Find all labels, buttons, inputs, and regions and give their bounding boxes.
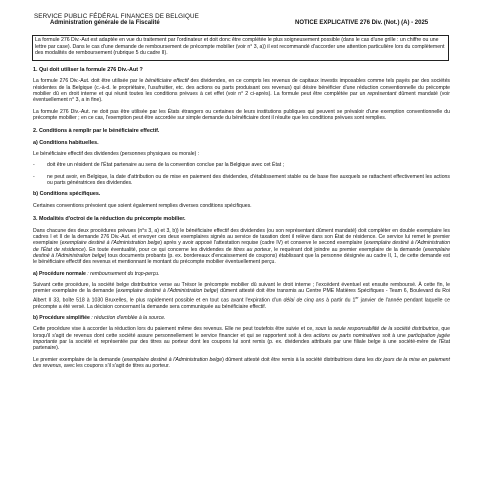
section-2-heading: 2. Conditions à remplir par le bénéficiaire effectif. bbox=[33, 128, 160, 135]
document-body bbox=[33, 67, 450, 369]
section-2a-text: Le bénéficiaire effectif des dividendes (personnes physiques ou morale) : bbox=[33, 151, 200, 158]
notice-title: NOTICE EXPLICATIVE 276 Div. (Not.) (A) - 2025 bbox=[295, 20, 429, 26]
intro-box: La formule 276 Div.-Aut est adaptée en vue du traitement par l'ordinateur et doit donc être complétée le plus soigneusement possible (dans le cas d'une grille : un chiffre ou une lettre par case). Dans le cas d'une demande de remboursement de précompte mobilier (voir n° 3, a)) il est recommandé d'accorder une attention particulière lors du complètement des modalités de remboursement (rubrique 5 du cadre II). bbox=[32, 35, 449, 61]
section-3b-paragraph-1: Cette procédure vise à accorder la réduction lors du paiement même des revenus. Elle ne peut toutefois être suivie et ce, sous la seule responsabilité de la société distributrice, que lorsqu'il s'agit de revenus dont cette société assure personnellement le service financier et qui se rapportent soit à des actions ou parts nominatives soit à une participation jugée importante par la société et représentée par des titres au porteur dont les coupons lui sont remis (p. ex. dividendes attribués par une filiale belge à une société-mère de l'État partenaire). bbox=[33, 326, 450, 352]
ministry-name: SERVICE PUBLIC FÉDÉRAL FINANCES DE BELGIQUE bbox=[34, 13, 199, 20]
section-2b-text: Certaines conventions prévoient que soient également remplies diverses conditions spécifiques. bbox=[33, 202, 252, 209]
section-3b-heading: b) Procédure simplifiée : réduction d'emblée à la source. bbox=[33, 315, 166, 321]
section-1-paragraph-1: La formule 276 Div.-Aut. doit être utilisée par le bénéficiaire effectif des dividendes, en ce compris les revenus de capitaux investis imposables comme tels payés par des sociétés résidentes de la Belgique (c.-à-d. le propriétaire, l'usufruitier, etc. des actions ou parts produisant ces revenus) qui désire bénéficier d'une réduction conventionnelle du précompte mobilier dû en droit interne et qui réunit toutes les conditions prévues à cet effet (voir n° 2 ci-après). La formule peut être complétée par un représentant dûment mandaté (voir éventuellement n° 3, a in fine). bbox=[33, 78, 450, 104]
section-3a-heading: a) Procédure normale : remboursement du trop-perçu. bbox=[33, 270, 160, 277]
section-3-paragraph: Dans chacune des deux procédures prévues (n°s 3, a) et 3, b)) le bénéficiaire effectif des dividendes (ou son représentant dûment mandaté) doit compléter en double exemplaire les cadres I et II de la demande 276 Div.-Aut. et envoyer ces deux exemplaires signés au service de taxation dont il relève dans son État de résidence. Ce service lui remet le premier exemplaire (exemplaire destiné à l'Administration belge) après y avoir apposé l'attestation requise (cadre IV) et conserve le second exemplaire (exemplaire destiné à l'Administration de l'État de résidence). En toute éventualité, pour ce qui concerne les dividendes de titres au porteur, le requérant doit joindre au premier exemplaire de la demande (exemplaire destiné à l'Administration belge) tous documents probants (p. ex. bordereaux d'encaissement de coupons) établissant que la personne désignée au cadre II, 1, de cette demande est le bénéficiaire effectif des revenus et mentionnant le montant du précompte mobilier éventuellement perçu. bbox=[33, 227, 450, 266]
section-3b-paragraph-2: Le premier exemplaire de la demande (exemplaire destiné à l'Administration belge) dûment attesté doit être remis à la société distributrices dans les dix jours de la mise en paiement des revenus, avec les coupons s'il s'agit de titres au porteur. bbox=[33, 356, 450, 370]
section-3-heading: 3. Modalités d'octroi de la réduction du précompte mobilier. bbox=[33, 216, 186, 223]
section-3a-paragraph: Suivant cette procédure, la société belge distributrice verse au Trésor le précompte mobilier dû suivant le droit interne ; l'excédent éventuel est ensuite remboursé. À cette fin, le premier exemplaire de la demande (exemplaire destiné à l'Administration belge) dûment attesté doit être transmis au Centre PME Matières Spécifiques - Team 6, Boulevard du Roi Albert II 33, boîte 518 à 1030 Bruxelles, le plus rapidement possible et en tout cas avant l'expiration d'un délai de cinq ans à partir du 1er janvier de l'année pendant laquelle ce précompte a été versé. La décision concernant la demande sera communiquée au bénéficiaire effectif. bbox=[33, 281, 450, 310]
list-item: - ne peut avoir, en Belgique, la date d'attribution ou de mise en paiement des dividendes, d'établissement stable ou de base fixe auxquels se rattachent effectivement les actions ou parts génératrices des dividendes. bbox=[33, 173, 450, 187]
section-2b-heading: b) Conditions spécifiques. bbox=[33, 191, 101, 198]
section-1-heading: 1. Qui doit utiliser la formule 276 Div.-Aut ? bbox=[33, 67, 143, 73]
section-1-paragraph-2: La formule 276 Div.-Aut. ne doit pas être utilisée par les États étrangers ou certaines de leurs institutions publiques qui peuvent se prévaloir d'une exemption conventionnelle du précompte mobilier ; en ce cas, l'exemption peut être accordée sur simple demande du bénéficiaire dont il résulte que les conditions prévues sont remplies. bbox=[33, 108, 450, 122]
list-item: - doit être un résident de l'État partenaire au sens de la convention conclue par la Belgique avec cet État ; bbox=[33, 162, 285, 169]
section-2a-heading: a) Conditions habituelles. bbox=[33, 139, 99, 146]
administration-name: Administration générale de la Fiscalité bbox=[50, 20, 160, 26]
